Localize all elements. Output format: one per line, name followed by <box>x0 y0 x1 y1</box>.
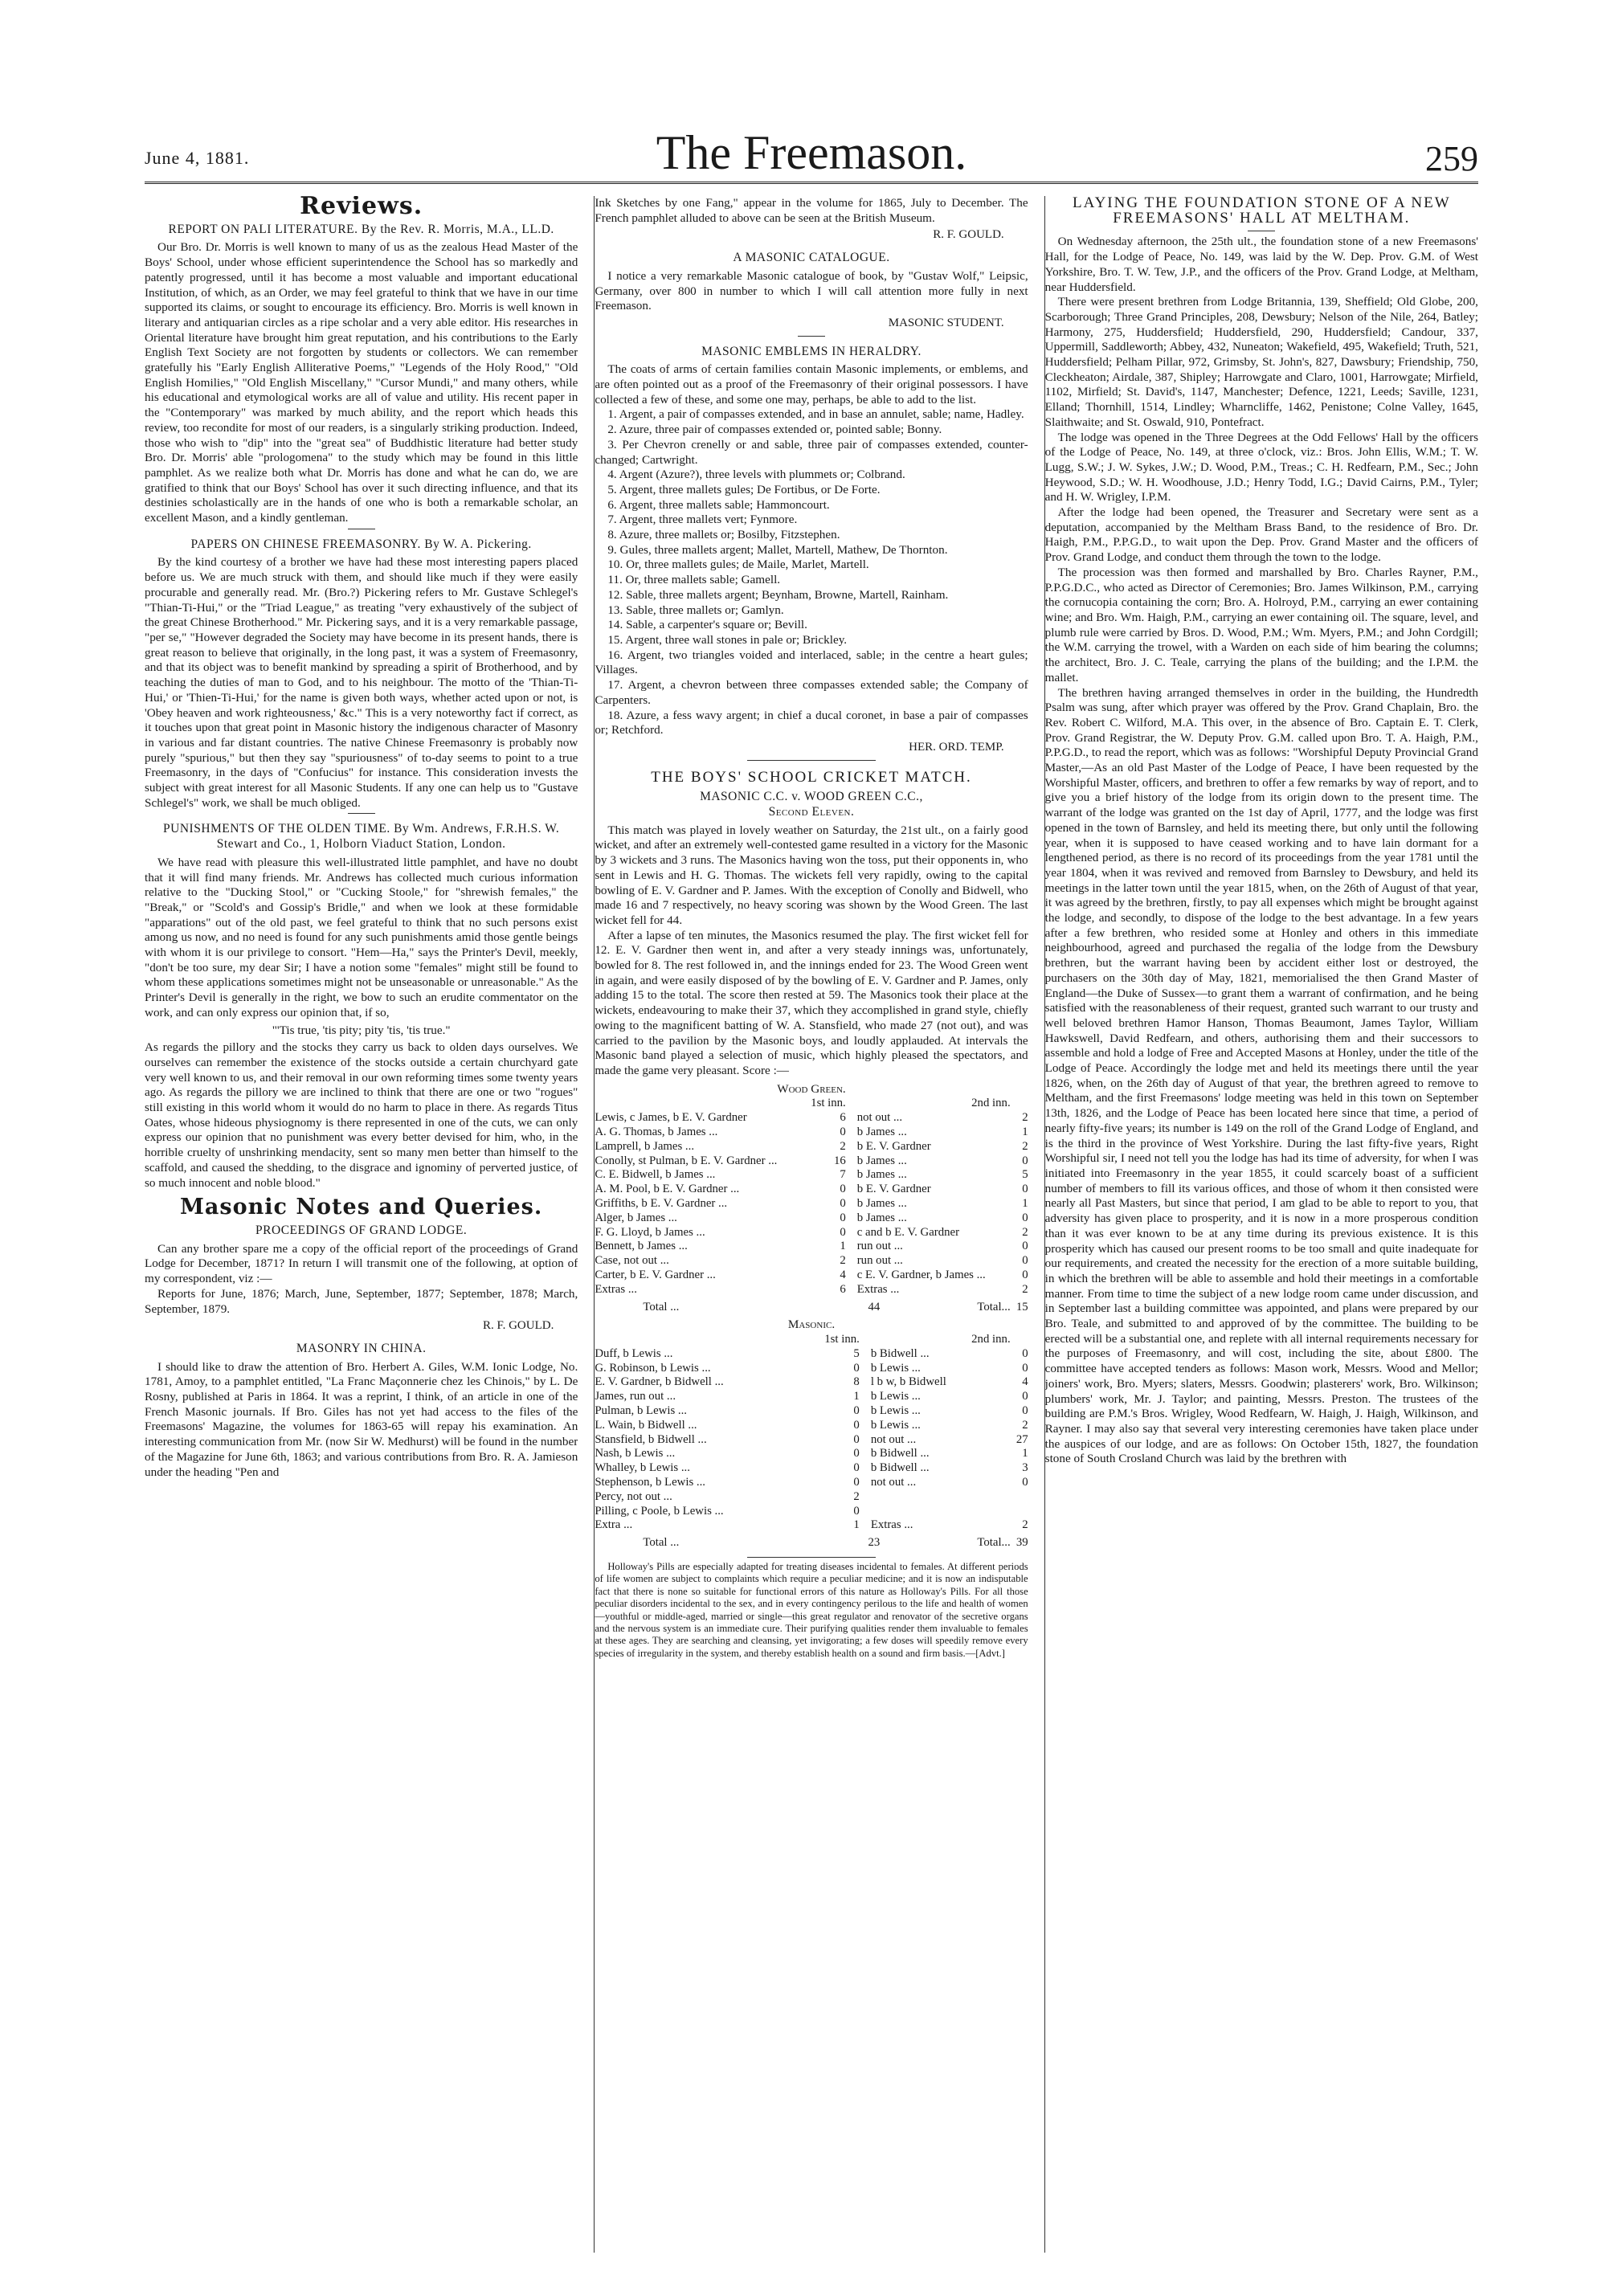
quoted-verse: "'Tis true, 'tis pity; pity 'tis, 'tis true." <box>272 1023 451 1037</box>
scorecard-masonic <box>595 1333 1028 1533</box>
emblem-item: 13. Sable, three mallets or; Gamlyn. <box>607 603 784 617</box>
emblem-list <box>595 407 1028 737</box>
query-heading-china: MASONRY IN CHINA. <box>296 1341 427 1355</box>
score-row: Lamprell, b James ... 2 b E. V. Gardner 2 <box>595 1139 1028 1153</box>
cricket-heading: THE BOYS' SCHOOL CRICKET MATCH. <box>651 768 972 786</box>
score-row: Stephenson, b Lewis ... 0 not out ... 0 <box>595 1476 1028 1489</box>
newspaper-page <box>145 112 1478 2282</box>
innings-2-label: 2nd inn. <box>971 1097 1011 1110</box>
review-heading-punishments: PUNISHMENTS OF THE OLDEN TIME. By Wm. Andrews, F.R.H.S. W. Stewart and Co., 1, Holborn Viaduct Station, London. <box>163 822 560 852</box>
query-heading-heraldry: MASONIC EMBLEMS IN HERALDRY. <box>701 344 922 358</box>
score-row: C. E. Bidwell, b James ... 7 b James ... 5 <box>595 1168 1028 1182</box>
review-heading-chinese: PAPERS ON CHINESE FREEMASONRY. By W. A. Pickering. <box>190 537 532 551</box>
score-row: Bennett, b James ... 1 run out ... 0 <box>595 1240 1028 1253</box>
divider <box>798 336 825 337</box>
score-row: Carter, b E. V. Gardner ... 4 c E. V. Gardner, b James ... 0 <box>595 1268 1028 1281</box>
scorecard-total-wood-green <box>595 1301 1028 1315</box>
review-heading-pali: REPORT ON PALI LITERATURE. By the Rev. R. Morris, M.A., LL.D. <box>168 222 554 236</box>
cricket-body: This match was played in lovely weather on Saturday, the 21st ult., on a fairly good wicket, and after an extremely well-contested game resulted in a victory for the Masonic by 3 wickets and 3 runs. The Masonics having won the toss, put their opponents in, who sent in Lewis and H. G. Thomas. The wickets fell very rapidly, owing to the capital bowling of E. V. Gardner and P. James. With the exception of Conolly and Bidwell, who made 16 and 7 respectively, no heavy scoring was shown by the Wood Green. The last wicket fell for 44. <box>595 823 1028 927</box>
column-1 <box>145 196 578 2253</box>
emblem-item: 14. Sable, a carpenter's square or; Bevill. <box>607 618 807 632</box>
cricket-subheading: MASONIC C.C. v. WOOD GREEN C.C., <box>700 790 923 804</box>
review-body-punishments-2: As regards the pillory and the stocks they carry us back to olden days ourselves. We ourselves can remember the existence of the stocks outside a certain churchyard gate very well known to us, and their removal in our own reforming times some twenty years ago. As regards the pillory we are inclined to think that there are one or two "rogues" still existing in this world whom it would do no harm to place in there. As regards Titus Oates, whose hideous physiognomy is there represented in one of the cuts, we can only express our opinion that no punishment was every better devised for him, who, in the horrible cruelty of unshrinking mendacity, sent so many men better than himself to the scaffold, and caused the shedding, to the disgrace and ignominy of perverted justice, of so much innocent and noble blood." <box>145 1040 578 1190</box>
emblem-item: 12. Sable, three mallets argent; Beynham, Browne, Martell, Rainham. <box>607 587 949 602</box>
score-row: Extras ... 6 Extras ... 2 <box>595 1282 1028 1296</box>
emblem-item: 15. Argent, three wall stones in pale or; Brickley. <box>607 632 848 647</box>
signature: R. F. GOULD. <box>933 228 1004 242</box>
score-row: Percy, not out ... 2 <box>595 1489 860 1503</box>
divider <box>348 813 375 814</box>
emblem-item: 9. Gules, three mallets argent; Mallet, Martell, Mathew, De Thornton. <box>607 542 948 557</box>
cricket-body-2: After a lapse of ten minutes, the Masonics resumed the play. The first wicket fell for 12. E. V. Gardner then went in, and after a very steady innings was, unfortunately, bowled for 8. The rest followed in, and the innings ended for 23. The Wood Green went in again, and were easily disposed of by the bowling of E. V. Gardner and P. James, only adding 15 to the total. The score then rested at 59. The Masonics took their place at the wickets, endeavouring to make their 37, which they accomplished in grand style, chiefly owing to the magnificent batting of W. A. Stansfield, who made 27 (not out), and was carried to the pavilion by the Masonic boys, and loudly applauded. At intervals the Masonic band played a selection of music, which highly pleased the spectators, and made the game very pleasant. Score :— <box>595 928 1028 1077</box>
article-paragraph: The lodge was opened in the Three Degrees at the Odd Fellows' Hall by the officers of the Lodge of Peace, No. 149, at three o'clock, viz.: Bros. John Ellis, W.M.; T. W. Lugg, S.W.; J. W. Sykes, J.W.; D. Wood, P.M., Treas.; C. H. Redfearn, P.M., Sec.; John Heywood, S.D.; W. H. Woodhouse, J.D.; Henry Todd, I.G.; David Cairns, P.M., Tyler; and H. W. Wrigley, I.P.M. <box>1044 430 1478 505</box>
query-body-grand-lodge: Can any brother spare me a copy of the official report of the proceedings of Grand Lodge for December, 1871? In return I will transmit one of the following, at option of my correspondent, viz :— <box>145 1241 578 1286</box>
score-row: Griffiths, b E. V. Gardner ... 0 b James ... 1 <box>595 1196 1028 1210</box>
advertisement-holloways-pills: Holloway's Pills are especially adapted for treating diseases incidental to females. At different periods of life women are subject to complaints which require a peculiar medicine; and it is now an indisputable fact that there is none so suitable for functional errors of this nature as Holloway's Pills. For all those peculiar disorders incidental to the sex, and in every contingency perilous to the life and health of women—youthful or middle-aged, married or single—this great regulator and renovator of the secretive organs and the nervous system is an immediate cure. Their purifying qualities render them invaluable to females at these ages. They are searching and cleansing, yet invigorating; a few doses will speedily remove every species of irregularity in the system, and thereby establish health on a sound and firm basis.—[Advt.] <box>595 1560 1028 1659</box>
newspaper-title: The Freemason. <box>656 126 967 179</box>
article-paragraph: The brethren having arranged themselves in order in the building, the Hundredth Psalm was sung, after which prayer was offered by the Prov. Grand Chaplain, Bro. the Rev. Robert C. Wilford, M.A. This over, in the absence of Bro. Captain E. T. Clerk, Prov. Grand Registrar, the W. Deputy Prov. G.M. called upon Bro. T. A. Haigh, P.M., P.P.G.D., to read the report, which was as follows: "Worshipful Deputy Provincial Grand Master,—As an old Past Master of the Lodge of Peace, I have been requested by the Worshipful Master, officers, and brethren to offer a few remarks by way of report, and to give you a brief history of the lodge from its origin down to the present time. The warrant of the lodge was granted on the 1st day of April, 1777, and the lodge was first opened in the town of Barnsley, and held its meeting there, but only until the following year, when it is supposed to have ceased working and to have lain dormant for a lengthened period, as there is no record of its proceedings from the year 1781 until the year 1804, when it was revived and removed from Barnsley to Dewsbury, and held its meetings in the latter town until the year 1815, when, on the 26th of August of that year, it was agreed by the brethren, firstly, to pay all expenses which might be brought against the lodge, and secondly, to dispose of the lodge to the best advantage. In a few years after a few brethren, who resided some at Honley and others in this immediate neighbourhood, agreed and purchased the regalia of the lodge from the Dewsbury brethren, but the warrant having been by accident either lost or destroyed, the purchasers on the 30th day of May, 1821, memorialised the then Grand Master of England—the Duke of Sussex—to grant them a warrant of confirmation, and he being satisfied with the reasonableness of their request, granted such warrant to our trusty and well beloved brethren Hamor Hanson, Thomas Beaumont, James Taylor, William Hawkswell, David Redfearn, and others, authorising them and their successors to assemble and hold a lodge of Free and Accepted Masons at Honley, under the title of the Lodge of Peace. Accordingly the lodge met and held its meetings there until the year 1826, when, on the 26th day of August of that year, the brethren agreed to remove to Meltham, and the first Freemasons' lodge meeting was held in this town on September 13th, 1826, and the Lodge of Peace has been located here since that time, a period of nearly fifty-five years; its number is 149 on the roll of the Grand Lodge of England, and is the third in the province of West Yorkshire. During the last fifty-five years, Right Worshipful sir, I need not tell you the lodge has had its time of adversity, for when I was initiated into Freemasonry in the year 1855, it could scarcely boast of a sufficient number of members to fill its various offices, and those of whom it then consisted were nearly all Past Masters, but since that period, I am glad to be able to report to you, that adversity has given place to prosperity, and it is now in a more prosperous condition than it was ever known to be at any time during its previous existence. It is this prosperity which has caused our present rooms to be too small and quite inadequate for our requirements, and created the necessity for the erection of a more suitable building, in which the brethren will be able to assemble and hold their meetings in a comfortable manner. From time to time the subject of a new lodge room came under discussion, and in September last a building committee was appointed, and plans were prepared by our Bro. Teale, and submitted to and approved of by the committee. The building to be erected will be a substantial one, and replete with all internal requirements necessary for the purposes of Freemasonry, and will cost, including the site, about £800. The committee have accepted tenders as follows: Mason work, Messrs. Wood and Mellor; joiners' work, Bro. Myers; slaters, Messrs. Goodwin; plasterers' work, Bro. Wilkinson; plumbers' work, Mr. J. Taylor; and painting, Messrs. Preston. The trustees of the building are P.M.'s Bros. Wrigley, Wood Redfearn, W. Haigh, J. Haigh, Wilkinson, and Rayner. I may also say that several very interesting ceremonies have taken place under the auspices of our lodge, and are as follows: On October 15th, 1827, the foundation stone of South Crosland Church was laid by the brethren with <box>1044 685 1478 1466</box>
review-body-punishments: We have read with pleasure this well-illustrated little pamphlet, and have no doubt that it will find many friends. Mr. Andrews has collected much curious information relative to the "Ducking Stool," or "Cucking Stoole," for "shrewish females," the "Break," or "Scold's and Gossip's Bridle," and when we look at these formidable "apparations" out of the old past, we feel grateful to think that no such persons exist among us now, and no need is found for any such punishments amid those gentle beings with whom it is our privilege to consort. "Hem—Ha," says the Printer's Devil, meekly, "don't be too sure, my dear Sir; I have a notion some "females" might still be found to whom these applications sometimes might not be unseasonable or unreasonable." As the Printer's Devil is generally in the right, we bow to such an erudite commentator on the work, and can only express our opinion that, if so, <box>145 855 578 1019</box>
innings-header <box>595 1097 1028 1111</box>
emblem-item: 6. Argent, three mallets sable; Hammoncourt. <box>607 497 830 512</box>
score-row: Pulman, b Lewis ... 0 b Lewis ... 0 <box>595 1404 1028 1418</box>
emblem-item: 2. Azure, three pair of compasses extended or, pointed sable; Bonny. <box>607 423 942 437</box>
emblem-item: 8. Azure, three mallets or; Bosilby, Fitzstephen. <box>607 528 840 542</box>
query-heading-catalogue: A MASONIC CATALOGUE. <box>733 251 890 265</box>
emblem-item: 16. Argent, two triangles voided and interlaced, sable; in the centre a heart gules; Villages. <box>595 648 1028 677</box>
score-row: A. M. Pool, b E. V. Gardner ... 0 b E. V. Gardner 0 <box>595 1183 1028 1196</box>
section-heading-notes-queries: Masonic Notes and Queries. <box>180 1195 543 1220</box>
score-row: Conolly, st Pulman, b E. V. Gardner ... 16 b James ... 0 <box>595 1154 1028 1167</box>
innings-1-label: 1st inn. <box>824 1333 860 1346</box>
score-row: Lewis, c James, b E. V. Gardner 6 not out ... 2 <box>595 1111 1028 1125</box>
section-heading-reviews: Reviews. <box>300 196 423 220</box>
query-heading-grand-lodge: PROCEEDINGS OF GRAND LODGE. <box>255 1224 468 1237</box>
score-row: Whalley, b Lewis ... 0 b Bidwell ... 3 <box>595 1461 1028 1475</box>
score-row: G. Robinson, b Lewis ... 0 b Lewis ... 0 <box>595 1361 1028 1375</box>
innings-2-label: 2nd inn. <box>971 1333 1011 1346</box>
emblem-item: 11. Or, three mallets sable; Gamell. <box>607 573 781 587</box>
innings-1-label: 1st inn. <box>811 1097 846 1110</box>
scorecard-title-masonic: Masonic. <box>787 1318 836 1332</box>
emblem-item: 7. Argent, three mallets vert; Fynmore. <box>607 513 798 527</box>
score-row: F. G. Lloyd, b James ... 0 c and b E. V. Gardner 2 <box>595 1225 1028 1239</box>
signature: HER. ORD. TEMP. <box>909 740 1004 754</box>
article-paragraph: After the lodge had been opened, the Treasurer and Secretary were sent as a deputation, accompanied by the Meltham Brass Band, to the residence of Bro. Dr. Haigh, P.M., P.P.G.D., to wait upon the Dep. Prov. Grand Master and the officers of Prov. Grand Lodge, and conduct them through the town to the lodge. <box>1044 505 1478 565</box>
score-row: Case, not out ... 2 run out ... 0 <box>595 1254 1028 1268</box>
emblem-item: 17. Argent, a chevron between three compasses extended sable; the Company of Carpenters. <box>595 678 1028 707</box>
continued-text: Ink Sketches by one Fang," appear in the volume for 1865, July to December. The French pamphlet alluded to above can be seen at the British Museum. <box>595 196 1028 225</box>
scorecard-total-masonic <box>595 1536 1028 1550</box>
total-row: Total ... 44 Total... 15 <box>643 1300 1028 1313</box>
page-number: 259 <box>1425 139 1478 178</box>
cricket-subheading-2: Second Eleven. <box>768 805 855 819</box>
emblem-item: 18. Azure, a fess wavy argent; in chief a ducal coronet, in base a pair of compasses or; Retchford. <box>595 708 1028 737</box>
masthead <box>145 112 1478 184</box>
scorecard-wood-green <box>595 1097 1028 1297</box>
review-body-pali: Our Bro. Dr. Morris is well known to many of us as the zealous Head Master of the Boys' School, under whose efficient superintendence the School has so markedly and patently progressed, until it has become a most valuable and important educational Institution, of which, as an Order, we may feel grateful to think that we have in our time supported its claims, or sought to encourage its efficiency. Bro. Morris is well known in literary and antiquarian circles as a ripe scholar and a very able editor. His researches in Oriental literature have brought him great reputation, and his contributions to the Early English Text Society are not forgotten by students or collectors. We can remember gratefully his "Early English Alliterative Poems," "Legends of the Holy Rood," "Old English Homilies," "Old English Miscellany," "Cursor Mundi," and many others, while his educational and etymological works are all of value and utility. His recent paper in the "Contemporary" was marked by much ability, and the report which heads this review, too recondite for most of our readers, is a singularly striking production. Indeed, those who wish to "dip" into the "great sea" of Buddhistic literature had better study Bro. Dr. Morris' able "prologomena" to the study which may be found in this little pamphlet. As we realize both what Dr. Morris has done and what he can do, we are gratified to think that our Boys' School has over it such directing influence, and that its destinies scholastically are in the hands of one who is both a remarkable scholar, an excellent Mason, and a kindly gentleman. <box>145 240 578 525</box>
column-3 <box>1044 196 1478 2253</box>
total-row: Total ... 23 Total... 39 <box>643 1536 1028 1550</box>
divider <box>747 760 876 761</box>
divider <box>747 1557 876 1558</box>
score-row: Extra ... 1 Extras ... 2 <box>595 1518 1028 1532</box>
score-row: Pilling, c Poole, b Lewis ... 0 <box>595 1504 860 1518</box>
article-paragraph: The procession was then formed and marshalled by Bro. Charles Rayner, P.M., P.P.G.D.C., who acted as Director of Ceremonies; Bro. James Wilkinson, P.M., carrying the cornucopia containing the corn; Bro. A. Holroyd, P.M., carrying an ewer containing wine; and Bro. Wm. Haigh, P.M., carrying an ewer containing oil. The square, level, and plumb rule were carried by Bros. D. Wood, P.M.; Wm. Myers, P.M.; and John Cordgill; the W.M. carrying the trowel, with a Warden on each side of him bearing the columns; the architect, Bro. J. C. Teale, carrying the plans of the building; and the I.P.M. the mallet. <box>1044 565 1478 684</box>
query-body-grand-lodge-2: Reports for June, 1876; March, June, September, 1877; September, 1878; March, September, 1879. <box>145 1286 578 1316</box>
article-paragraph: On Wednesday afternoon, the 25th ult., the foundation stone of a new Freemasons' Hall, for the Lodge of Peace, No. 149, was laid by the W. Dep. Prov. G.M. of West Yorkshire, Bro. T. W. Tew, J.P., and the officers of the Prov. Grand Lodge, at Meltham, near Huddersfield. <box>1044 235 1478 294</box>
scorecard-title-wood-green: Wood Green. <box>777 1081 846 1096</box>
emblem-item: 4. Argent (Azure?), three levels with plummets or; Colbrand. <box>607 468 905 482</box>
score-row: E. V. Gardner, b Bidwell ... 8 l b w, b Bidwell 4 <box>595 1375 1028 1389</box>
innings-header <box>595 1333 1028 1347</box>
query-body-china: I should like to draw the attention of Bro. Herbert A. Giles, W.M. Ionic Lodge, No. 1781, Amoy, to a pamphlet entitled, "La Franc Maçonnerie chez les Chinois," by L. De Rosny, published at Paris in 1864. It was a reprint, I think, of an article in one of the French Masonic journals. If Bro. Giles has not yet had access to the files of the Freemasons' Magazine, the volumes for 1863-65 will repay his examination. An interesting communication from Mr. (now Sir W. Medhurst) will be found in the number of the Magazine for June 6th, 1863; and various contributions from Bro. R. A. Jamieson under the heading "Pen and <box>145 1359 578 1479</box>
score-row: Stansfield, b Bidwell ... 0 not out ... 27 <box>595 1432 1028 1446</box>
query-body-heraldry: The coats of arms of certain families contain Masonic implements, or emblems, and are often pointed out as a proof of the Freemasonry of their original possessors. I have collected a few of these, and some one may, perhaps, be able to add to the list. <box>595 362 1028 406</box>
score-row: Duff, b Lewis ... 5 b Bidwell ... 0 <box>595 1346 1028 1360</box>
article-heading-meltham: LAYING THE FOUNDATION STONE OF A NEW FREEMASONS' HALL AT MELTHAM. <box>1072 196 1451 227</box>
query-body-catalogue: I notice a very remarkable Masonic catalogue of book, by "Gustav Wolf," Leipsic, Germany, over 800 in number to which I will call attention more fully in next Freemason. <box>595 268 1028 313</box>
score-row: Alger, b James ... 0 b James ... 0 <box>595 1211 1028 1224</box>
emblem-item: 3. Per Chevron crenelly or and sable, three pair of compasses extended, counter-changed; Cartwright. <box>595 437 1028 467</box>
emblem-item: 5. Argent, three mallets gules; De Fortibus, or De Forte. <box>607 482 881 496</box>
issue-date: June 4, 1881. <box>145 148 250 168</box>
signature: MASONIC STUDENT. <box>888 316 1004 329</box>
score-row: L. Wain, b Bidwell ... 0 b Lewis ... 2 <box>595 1418 1028 1432</box>
review-body-chinese: By the kind courtesy of a brother we have had these most interesting papers placed before us. We are much struck with them, and should like much if they were easily procurable and generally read. Mr. (Bro.?) Pickering refers to Mr. Gustave Schlegel's "Thian-Ti-Hui," or the "Triad League," as treating "very exhaustively of the subject of the great Chinese Brotherhood." Mr. Pickering says, and it is a very remarkable passage, "per se," "However degraded the Society may have become in its present hands, there is great reason to believe that originally, in the long past, it was a system of Freemasonry, and that its object was to benefit mankind by spreading a spirit of Brotherhood, and by teaching the duties of man to God, and to his neighbour. The motto of the 'Thian-Ti-Hui,' or 'Thien-Ti-Hui,' for the name is given both ways, whether acted upon or not, is 'Obey heaven and work righteousness,' &c." This is a very noteworthy fact if correct, as it touches upon that great point in Masonic history the indigenous character of Masonry in various and far distant countries. The native Chinese Freemasonry is probably now purely "spurious," but then they say "spuriousness" of to-day seems to point to a true Freemasonry, in the days of "Confucius" for instance. This consideration invests the subject with great interest for all Masonic Students. If any one can help us to "Gustave Schlegel's" work, we shall be much obliged. <box>145 555 578 810</box>
score-row: Nash, b Lewis ... 0 b Bidwell ... 1 <box>595 1447 1028 1461</box>
columns <box>145 196 1478 2253</box>
emblem-item: 1. Argent, a pair of compasses extended, and in base an annulet, sable; name, Hadley. <box>607 407 1024 422</box>
signature: R. F. GOULD. <box>482 1319 554 1333</box>
score-row: A. G. Thomas, b James ... 0 b James ... 1 <box>595 1125 1028 1138</box>
article-paragraph: There were present brethren from Lodge Britannia, 139, Sheffield; Old Globe, 200, Scarborough; Three Grand Principles, 208, Dewsbury; Nelson of the Nile, 264, Batley; Harmony, 275, Huddersfield; Huddersfield, 290, Huddersfield; Candour, 337, Uppermill, Saddleworth; Abbey, 432, Nuneaton; Wakefield, 495, Wakefield; Truth, 521, Huddersfield; Pelham Pillar, 972, Grimsby, St. John's, 827, Dawsbury; Friendship, 750, Cleckheaton; Airdale, 387, Shipley; Harrowgate and Claro, 1001, Harrowgate; Mirfield, 1102, Mirfield; St. David's, 1147, Manchester; Defence, 1221, Leeds; Saville, 1231, Elland; Thornhill, 1514, Lindley; Wharncliffe, 1462, Penistone; Colne Valley, 1645, Slaithwaite; and St. Oswald, 910, Pontefract. <box>1044 295 1478 429</box>
emblem-item: 10. Or, three mallets gules; de Maile, Marlet, Martell. <box>607 558 869 572</box>
column-2 <box>594 196 1028 2253</box>
score-row: James, run out ... 1 b Lewis ... 0 <box>595 1390 1028 1403</box>
